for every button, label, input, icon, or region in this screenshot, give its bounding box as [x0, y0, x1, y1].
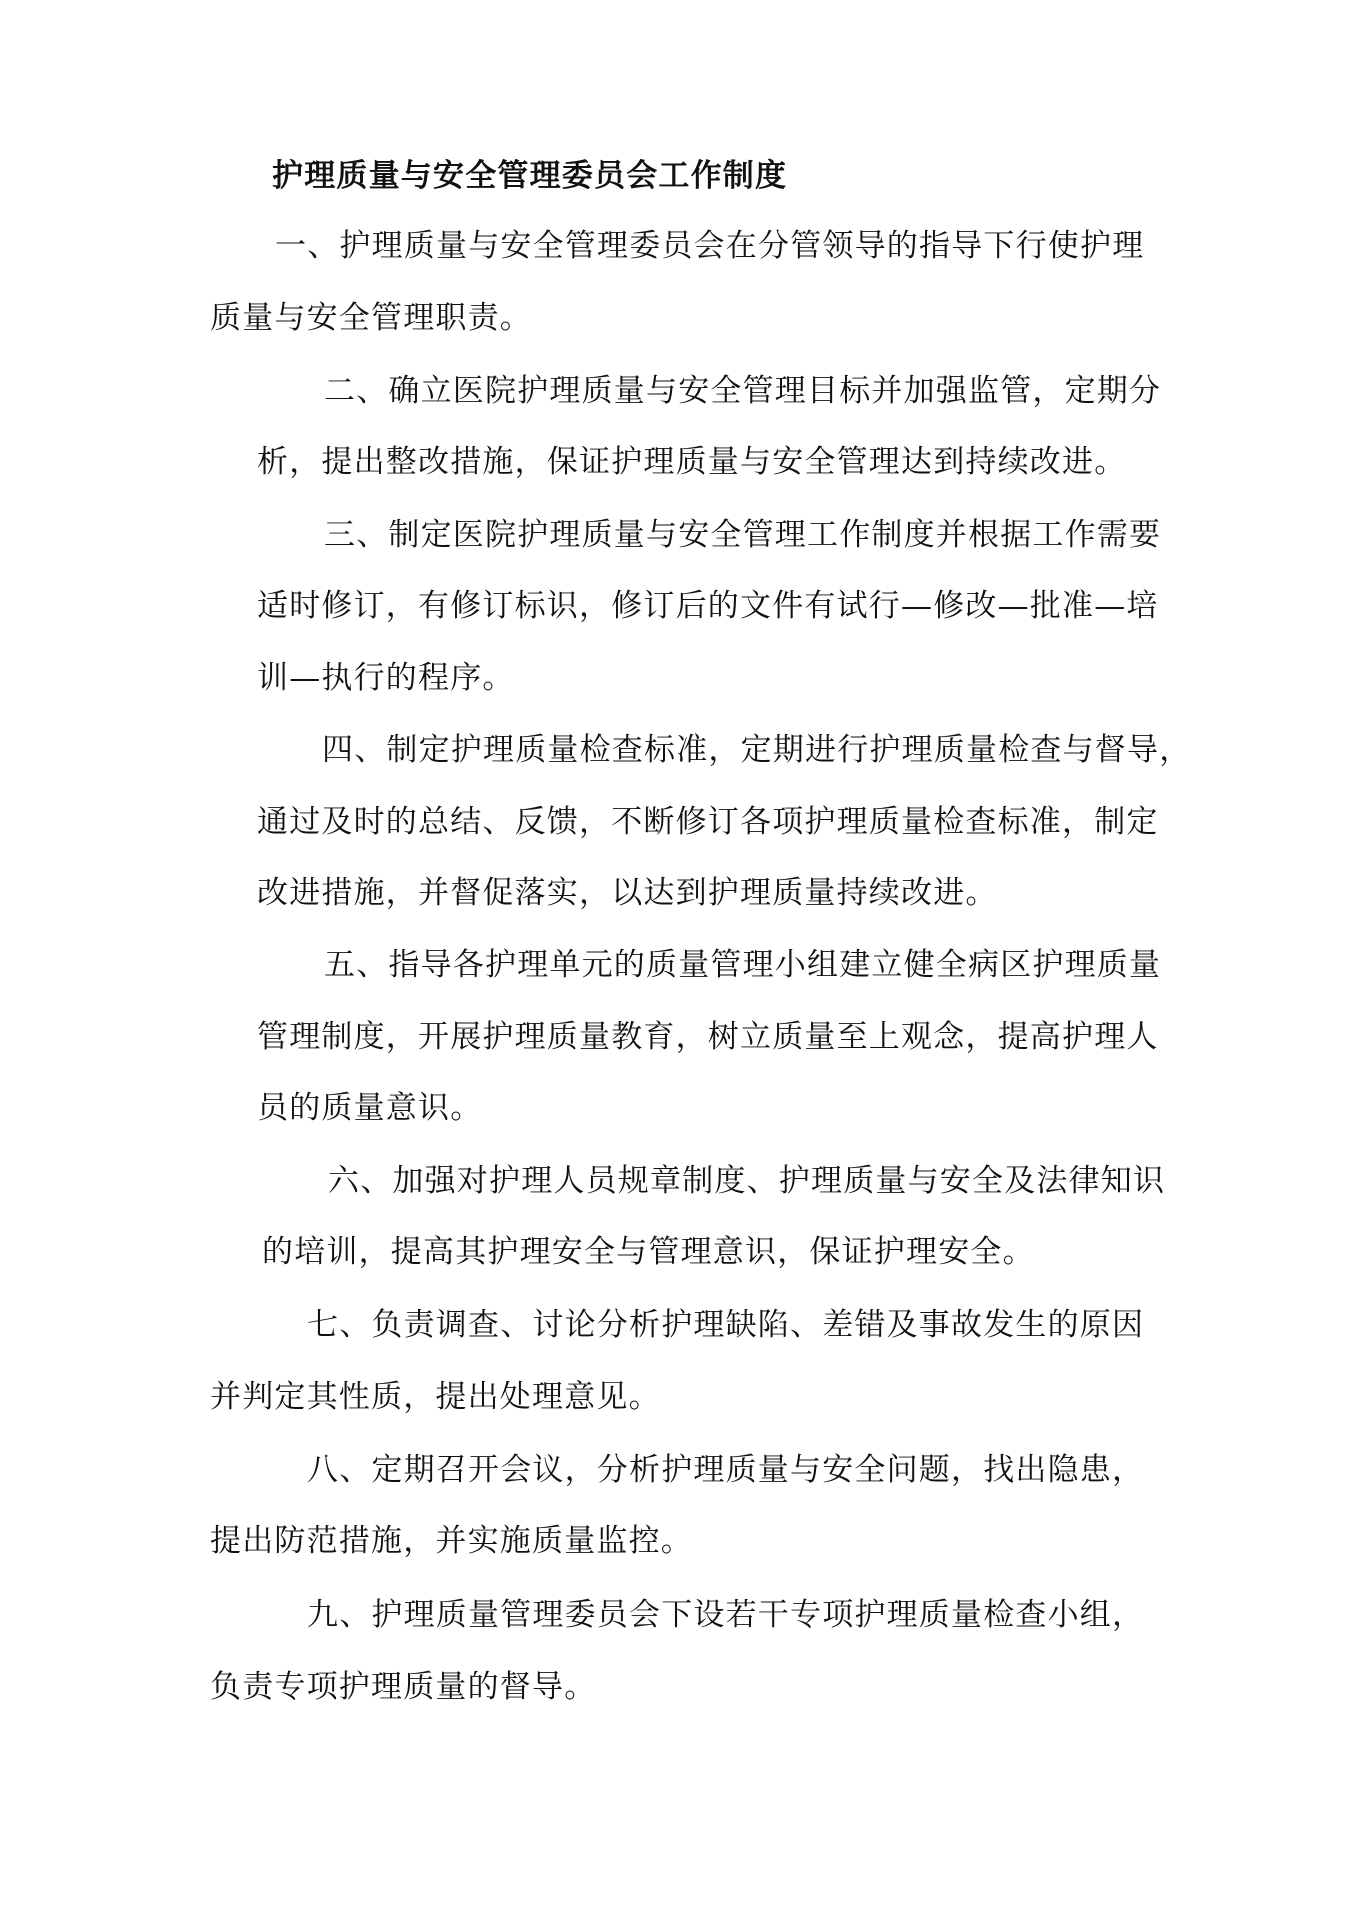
- paragraph-line: 六、加强对护理人员规章制度、护理质量与安全及法律知识: [328, 1163, 1166, 1199]
- paragraph-line: 适时修订，有修订标识，修订后的文件有试行—修改—批准—培: [257, 588, 1159, 624]
- paragraph-line: 改进措施，并督促落实，以达到护理质量持续改进。: [257, 875, 998, 911]
- paragraph-line: 管理制度，开展护理质量教育，树立质量至上观念，提高护理人: [257, 1019, 1159, 1055]
- paragraph-line: 二、确立医院护理质量与安全管理目标并加强监管，定期分: [324, 373, 1162, 409]
- paragraph-line: 五、指导各护理单元的质量管理小组建立健全病区护理质量: [324, 947, 1162, 983]
- document-title: 护理质量与安全管理委员会工作制度: [272, 158, 788, 194]
- paragraph-line: 训—执行的程序。: [257, 660, 515, 696]
- paragraph-line: 四、制定护理质量检查标准，定期进行护理质量检查与督导，: [322, 732, 1192, 768]
- paragraph-line: 的培训，提高其护理安全与管理意识，保证护理安全。: [262, 1234, 1035, 1270]
- paragraph-line: 析，提出整改措施，保证护理质量与安全管理达到持续改进。: [257, 444, 1127, 480]
- paragraph-line: 员的质量意识。: [257, 1090, 483, 1126]
- paragraph-line: 三、制定医院护理质量与安全管理工作制度并根据工作需要: [324, 517, 1162, 553]
- paragraph-line: 通过及时的总结、反馈，不断修订各项护理质量检查标准，制定: [257, 804, 1159, 840]
- paragraph-line: 质量与安全管理职责。: [210, 300, 532, 336]
- paragraph-line: 提出防范措施，并实施质量监控。: [210, 1523, 693, 1559]
- paragraph-line: 七、负责调查、讨论分析护理缺陷、差错及事故发生的原因: [307, 1307, 1145, 1343]
- paragraph-line: 九、护理质量管理委员会下设若干专项护理质量检查小组，: [307, 1597, 1145, 1633]
- paragraph-line: 一、护理质量与安全管理委员会在分管领导的指导下行使护理: [275, 228, 1145, 264]
- paragraph-line: 负责专项护理质量的督导。: [210, 1669, 597, 1705]
- paragraph-line: 八、定期召开会议，分析护理质量与安全问题，找出隐患，: [307, 1452, 1145, 1488]
- paragraph-line: 并判定其性质，提出处理意见。: [210, 1379, 661, 1415]
